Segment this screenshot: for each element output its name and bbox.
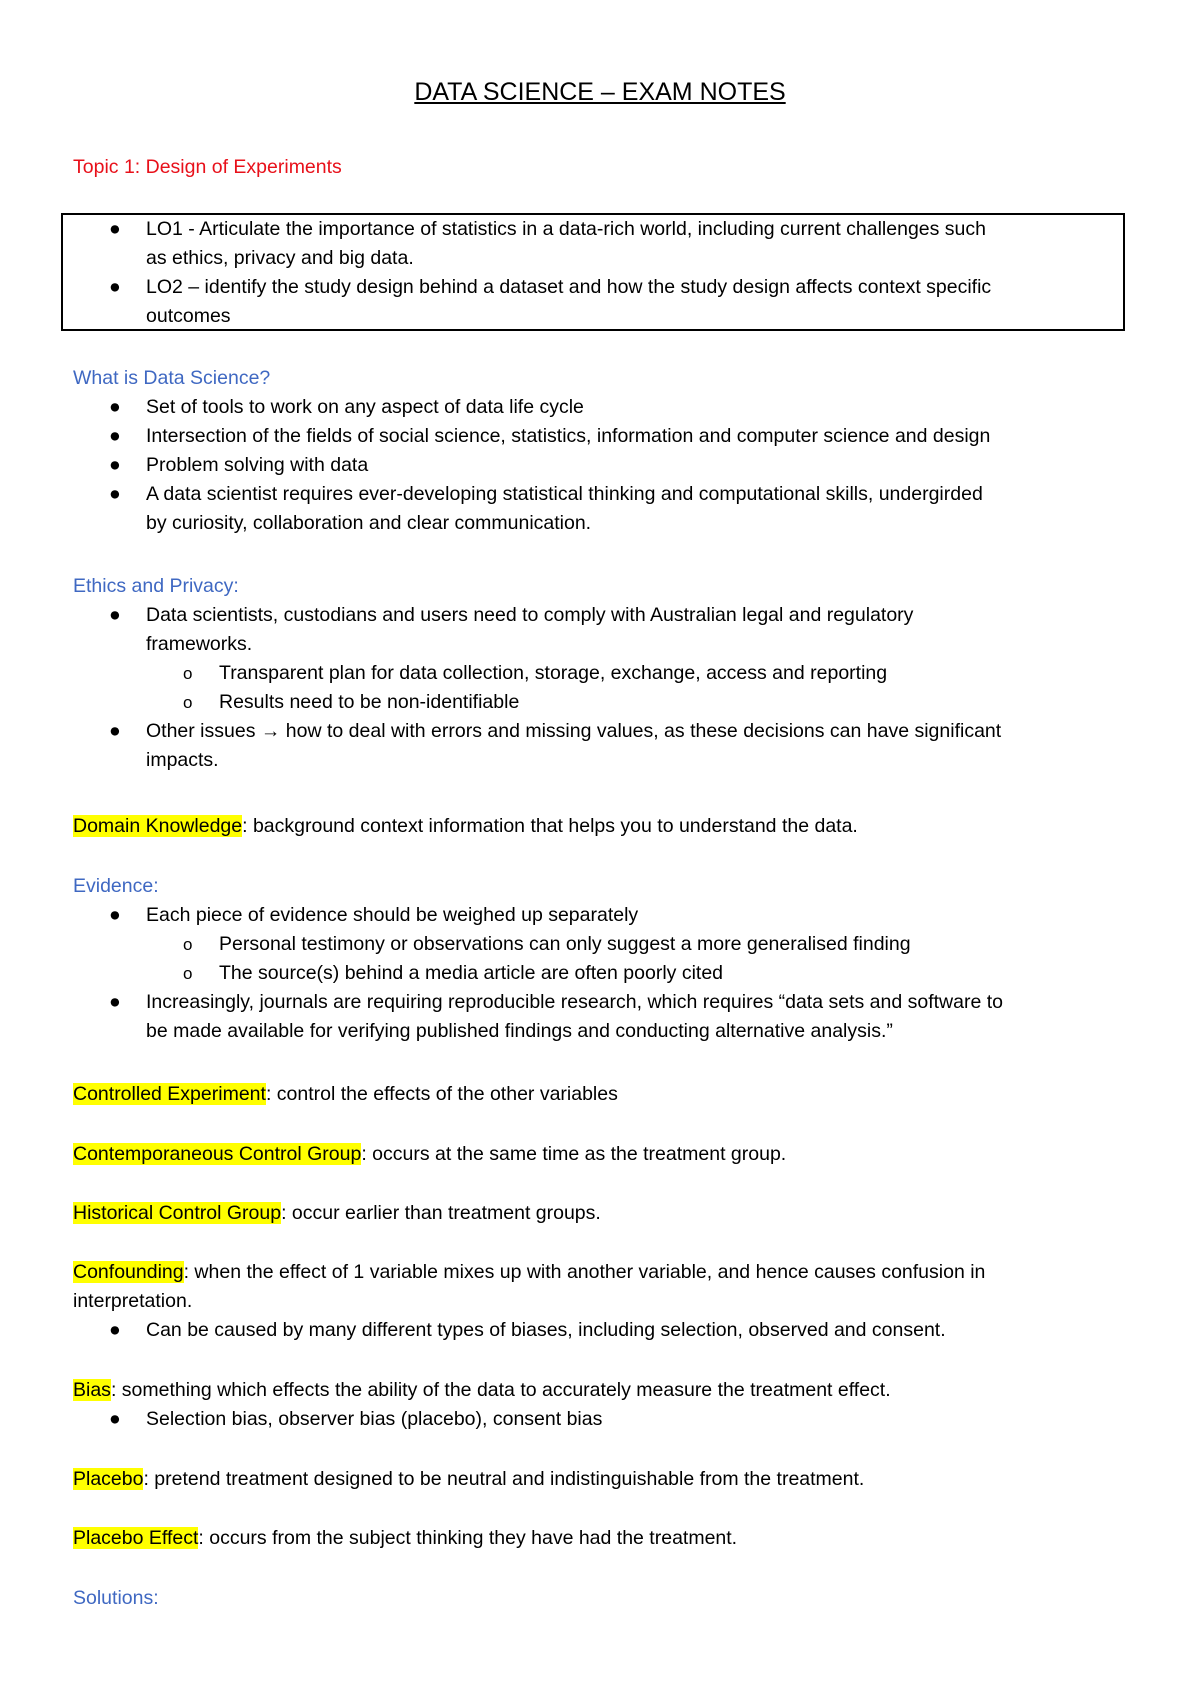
section-heading: What is Data Science? xyxy=(73,367,271,389)
bullet-icon: ● xyxy=(109,604,121,626)
circle-bullet-icon: o xyxy=(183,964,193,983)
bullet-icon: ● xyxy=(109,454,121,476)
list-item: ● Each piece of evidence should be weighed up separately xyxy=(73,901,1133,930)
sub-list-item: o Personal testimony or observations can only suggest a more generalised finding xyxy=(73,930,1133,959)
document-title: DATA SCIENCE – EXAM NOTES xyxy=(414,78,786,106)
definition-historical-control: Historical Control Group: occur earlier than treatment groups. xyxy=(73,1202,601,1224)
topic-heading: Topic 1: Design of Experiments xyxy=(73,156,342,178)
list-item-cont: be made available for verifying published findings and conducting alternative analysis.” xyxy=(146,1020,893,1042)
section-ethics-privacy xyxy=(73,572,1133,775)
highlighted-term: Controlled Experiment xyxy=(73,1083,266,1105)
list-item: ● Data scientists, custodians and users need to comply with Australian legal and regulatory xyxy=(73,601,1133,630)
highlighted-term: Bias xyxy=(73,1379,111,1401)
objective-lo2: ● LO2 – identify the study design behind a dataset and how the study design affects context specific xyxy=(73,273,1133,302)
section-what-is-data-science xyxy=(73,364,1133,538)
list-item: ● Other issues → how to deal with errors and missing values, as these decisions can have significant xyxy=(73,717,1133,746)
list-item-cont: impacts. xyxy=(146,749,219,771)
definition-confounding: Confounding: when the effect of 1 variable mixes up with another variable, and hence causes confusion in interpretation. ● Can be caused by many different types of biases, including selection, observed and consent. xyxy=(73,1258,1133,1345)
bullet-icon: ● xyxy=(109,218,121,240)
bullet-icon: ● xyxy=(109,483,121,505)
definition-contemporaneous-control: Contemporaneous Control Group: occurs at the same time as the treatment group. xyxy=(73,1143,787,1165)
objective-lo1-cont: as ethics, privacy and big data. xyxy=(146,247,414,269)
circle-bullet-icon: o xyxy=(183,664,193,683)
section-heading: Evidence: xyxy=(73,875,159,897)
list-item: ● Problem solving with data xyxy=(73,451,1133,480)
highlighted-term: Historical Control Group xyxy=(73,1202,282,1224)
list-item: ● Selection bias, observer bias (placebo), consent bias xyxy=(73,1405,1133,1434)
bullet-icon: ● xyxy=(109,1319,121,1341)
section-heading-solutions: Solutions: xyxy=(73,1587,159,1609)
definition-placebo-effect: Placebo Effect: occurs from the subject thinking they have had the treatment. xyxy=(73,1527,738,1549)
definition-domain-knowledge: Domain Knowledge: background context information that helps you to understand the data. xyxy=(73,815,858,837)
objective-lo2-cont: outcomes xyxy=(146,305,231,327)
objective-lo1: ● LO1 - Articulate the importance of statistics in a data-rich world, including current challenges such xyxy=(73,215,1133,244)
section-evidence xyxy=(73,872,1133,1046)
definition-bias: Bias: something which effects the ability of the data to accurately measure the treatment effect. ● Selection bias, observer bias (placebo), consent bias xyxy=(73,1376,1133,1434)
highlighted-term: Domain Knowledge xyxy=(73,815,243,837)
circle-bullet-icon: o xyxy=(183,935,193,954)
highlighted-term: Contemporaneous Control Group xyxy=(73,1143,362,1165)
bullet-icon: ● xyxy=(109,991,121,1013)
bullet-icon: ● xyxy=(109,396,121,418)
bullet-icon: ● xyxy=(109,425,121,447)
sub-list-item: o The source(s) behind a media article are often poorly cited xyxy=(73,959,1133,988)
definition-controlled-experiment: Controlled Experiment: control the effects of the other variables xyxy=(73,1083,618,1105)
sub-list-item: o Transparent plan for data collection, storage, exchange, access and reporting xyxy=(73,659,1133,688)
circle-bullet-icon: o xyxy=(183,693,193,712)
definition-cont: interpretation. xyxy=(73,1290,193,1312)
list-item: ● A data scientist requires ever-developing statistical thinking and computational skills, undergirded xyxy=(73,480,1133,509)
bullet-icon: ● xyxy=(109,720,121,742)
list-item: ● Can be caused by many different types of biases, including selection, observed and consent. xyxy=(73,1316,1133,1345)
sub-list-item: o Results need to be non-identifiable xyxy=(73,688,1133,717)
bullet-icon: ● xyxy=(109,276,121,298)
highlighted-term: Placebo Effect xyxy=(73,1527,199,1549)
learning-objectives-list xyxy=(73,215,1133,331)
list-item: ● Increasingly, journals are requiring reproducible research, which requires “data sets and software to xyxy=(73,988,1133,1017)
section-heading: Ethics and Privacy: xyxy=(73,575,239,597)
list-item-cont: frameworks. xyxy=(146,633,253,655)
bullet-icon: ● xyxy=(109,1408,121,1430)
bullet-icon: ● xyxy=(109,904,121,926)
list-item-cont: by curiosity, collaboration and clear communication. xyxy=(146,512,592,534)
highlighted-term: Confounding xyxy=(73,1261,184,1283)
list-item: ● Intersection of the fields of social science, statistics, information and computer science and design xyxy=(73,422,1133,451)
definition-placebo: Placebo: pretend treatment designed to be neutral and indistinguishable from the treatment. xyxy=(73,1468,865,1490)
list-item: ● Set of tools to work on any aspect of data life cycle xyxy=(73,393,1133,422)
highlighted-term: Placebo xyxy=(73,1468,144,1490)
